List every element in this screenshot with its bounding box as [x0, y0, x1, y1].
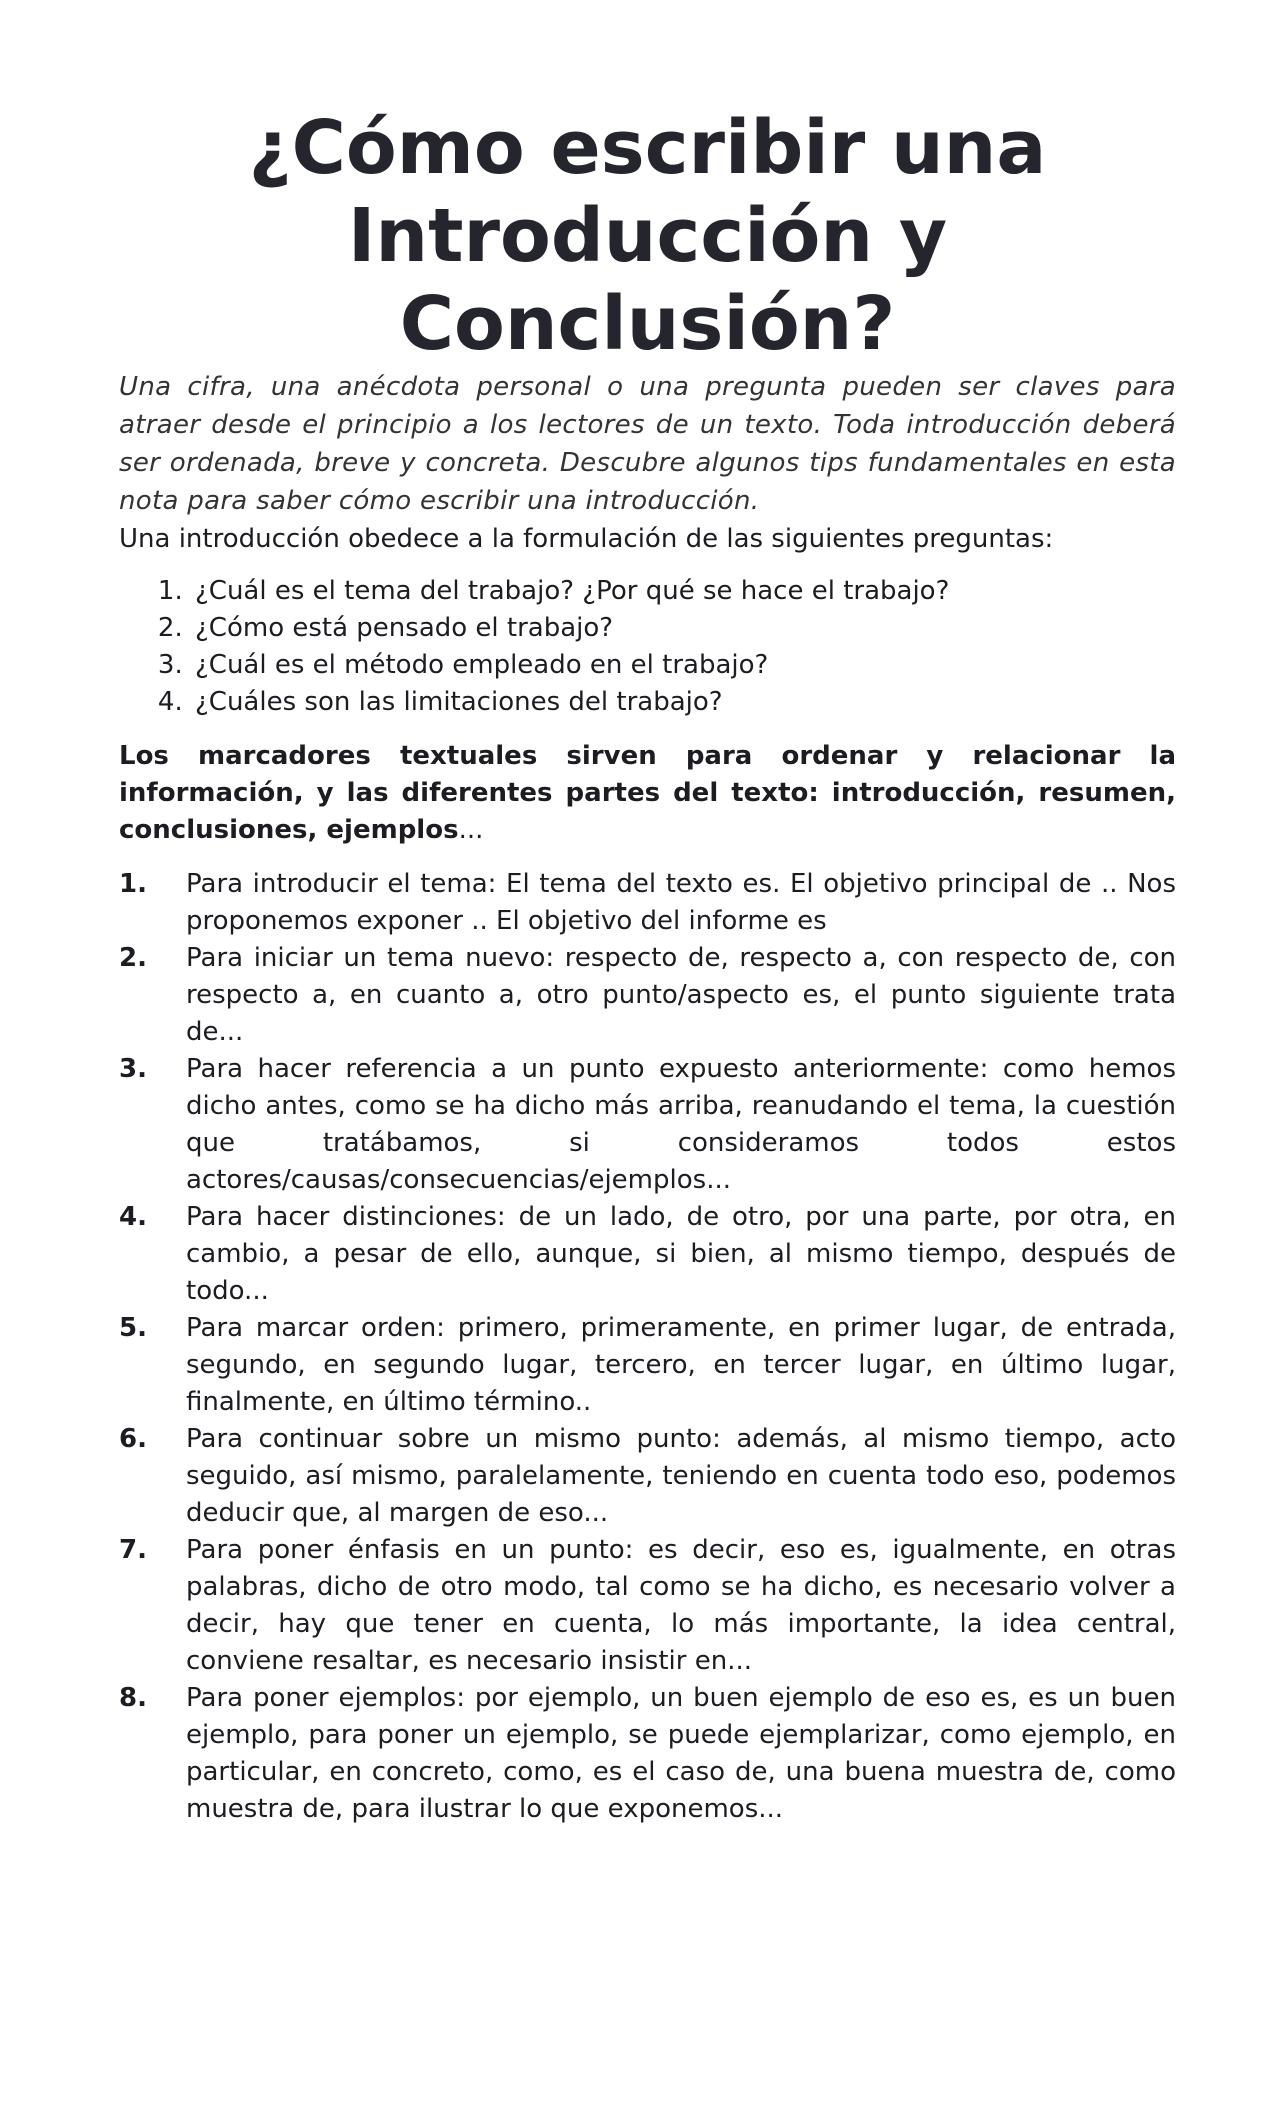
list-item — [119, 1199, 1176, 1310]
markers-heading — [119, 738, 1176, 849]
list-item: 4. ¿Cuáles son las limitaciones del trabajo? — [191, 684, 1176, 721]
item-number: 5. — [119, 1313, 147, 1343]
intro-paragraph: Una cifra, una anécdota personal o una pregunta pueden ser claves para atraer desde el principio a los lectores de un texto. Toda introducción deberá ser ordenada, breve y concreta. Descubre algunos tips fundamentales en esta nota para saber cómo escribir una introducción. — [119, 372, 1176, 516]
item-number: 7. — [119, 1535, 147, 1565]
page-title: ¿Cómo escribir una Introducción y Conclusión? — [248, 105, 1047, 367]
item-text: Para poner ejemplos: por ejemplo, un buen ejemplo de eso es, es un buen ejemplo, para poner un ejemplo, se puede ejemplarizar, como ejemplo, en particular, en concreto, como, es el caso de, una buena muestra de, como muestra de, para ilustrar lo que exponemos... — [186, 1683, 1176, 1824]
item-text: Para introducir el tema: El tema del texto es. El objetivo principal de .. Nos proponemos exponer .. El objetivo del informe es — [186, 869, 1176, 936]
list-item: 3. ¿Cuál es el método empleado en el trabajo? — [191, 647, 1176, 684]
item-number: 2. — [119, 943, 147, 973]
item-text: Para continuar sobre un mismo punto: además, al mismo tiempo, acto seguido, así mismo, paralelamente, teniendo en cuenta todo eso, podemos deducir que, al margen de eso... — [186, 1424, 1176, 1528]
list-item — [119, 1310, 1176, 1421]
lead-sentence: Una introducción obedece a la formulación de las siguientes preguntas: — [119, 524, 1054, 554]
markers-heading-ellipsis: ... — [458, 815, 484, 845]
document-page — [119, 104, 1176, 1828]
list-item: 1. ¿Cuál es el tema del trabajo? ¿Por qué se hace el trabajo? — [191, 573, 1176, 610]
item-text: Para hacer referencia a un punto expuesto anteriormente: como hemos dicho antes, como se ha dicho más arriba, reanudando el tema, la cuestión que tratábamos, si consideramos todos estos actores/causas/consecuencias/ejemplos... — [186, 1054, 1176, 1195]
item-number: 8. — [119, 1683, 147, 1713]
item-number: 1. — [119, 869, 147, 899]
item-text: Para marcar orden: primero, primeramente, en primer lugar, de entrada, segundo, en segundo lugar, tercero, en tercer lugar, en último lugar, finalmente, en último término.. — [186, 1313, 1176, 1417]
item-number: 3. — [119, 1054, 147, 1084]
list-item — [119, 1421, 1176, 1532]
item-number: 6. — [119, 1424, 147, 1454]
list-item — [119, 1680, 1176, 1828]
list-item: 2. ¿Cómo está pensado el trabajo? — [191, 610, 1176, 647]
list-item — [119, 866, 1176, 940]
item-text: Para iniciar un tema nuevo: respecto de, respecto a, con respecto de, con respecto a, en cuanto a, otro punto/aspecto es, el punto siguiente trata de... — [186, 943, 1176, 1047]
list-item — [119, 1051, 1176, 1199]
list-item — [119, 940, 1176, 1051]
item-number: 4. — [119, 1202, 147, 1232]
markers-list — [119, 866, 1176, 1828]
list-item — [119, 1532, 1176, 1680]
markers-heading-text: Los marcadores textuales sirven para ordenar y relacionar la información, y las diferentes partes del texto: introducción, resumen, conclusiones, ejemplos — [119, 741, 1176, 845]
questions-list — [119, 573, 1176, 721]
item-text: Para poner énfasis en un punto: es decir, eso es, igualmente, en otras palabras, dicho de otro modo, tal como se ha dicho, es necesario volver a decir, hay que tener en cuenta, lo más importante, la idea central, conviene resaltar, es necesario insistir en... — [186, 1535, 1176, 1676]
item-text: Para hacer distinciones: de un lado, de otro, por una parte, por otra, en cambio, a pesar de ello, aunque, si bien, al mismo tiempo, después de todo... — [186, 1202, 1176, 1306]
